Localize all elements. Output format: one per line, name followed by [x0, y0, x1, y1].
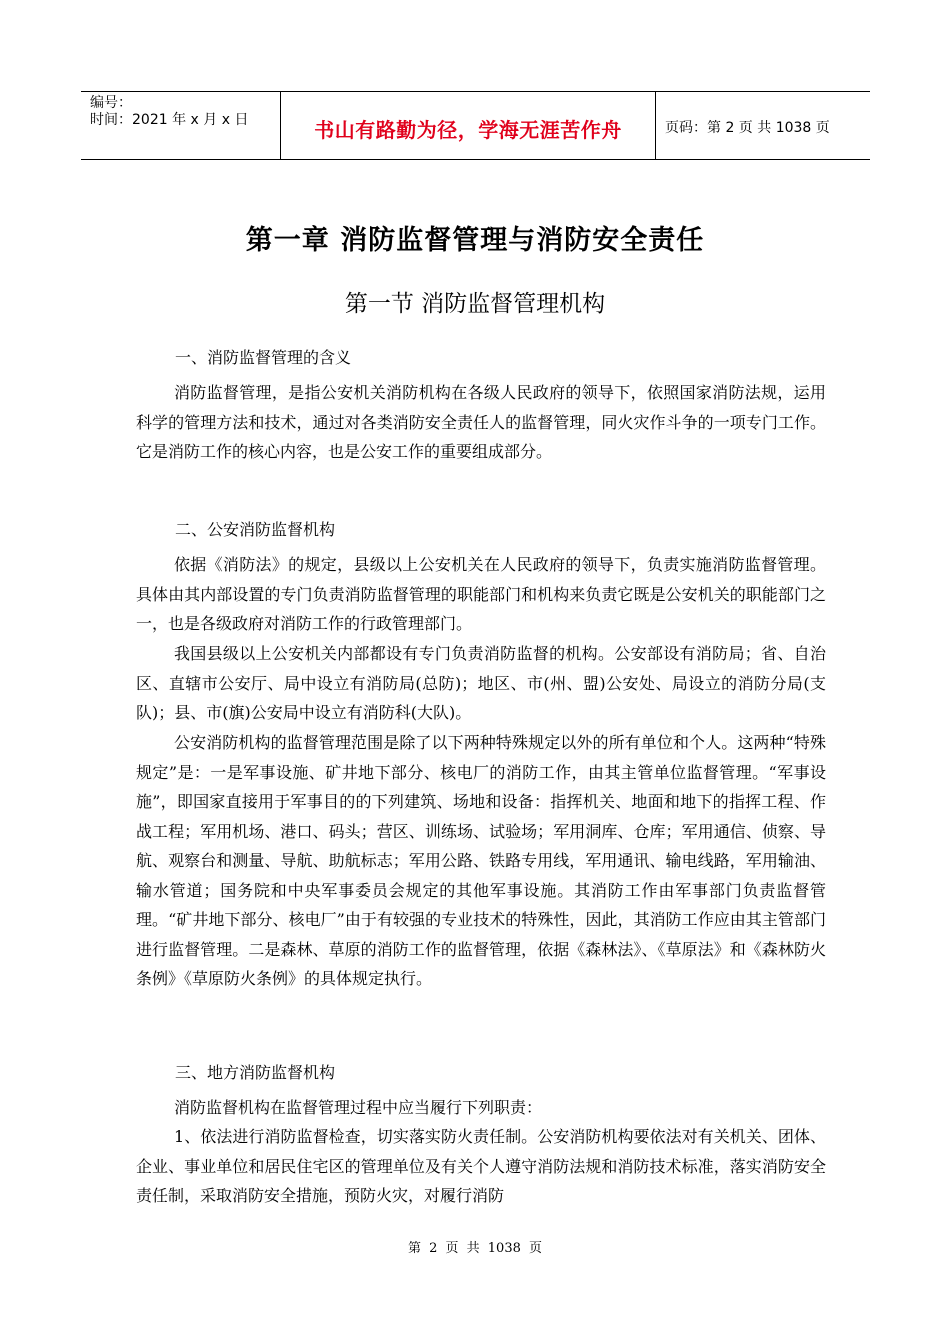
document-time-label: 时间：2021 年 x 月 x 日	[90, 112, 249, 128]
section-title: 第一节 消防监督管理机构	[344, 291, 606, 317]
subsection-heading-3: 三、地方消防监督机构	[175, 1063, 336, 1082]
header-page-info: 页码：第 2 页 共 1038 页	[665, 120, 830, 136]
paragraph-3-1: 消防监督机构在监督管理过程中应当履行下列职责：	[174, 1098, 543, 1117]
header-meta-cell	[81, 92, 281, 159]
subsection-heading-1: 一、消防监督管理的含义	[175, 348, 352, 367]
header-motto: 书山有路勤为径，学海无涯苦作舟	[314, 118, 622, 142]
header-table	[81, 91, 870, 160]
paragraph-2-2: 我国县级以上公安机关内部都设有专门负责消防监督的机构。公安部设有消防局；省、自治区、直辖市公安厅、局中设立有消防局(总防)；地区、市(州、盟)公安处、局设立的消防分局(支队)；县、市(旗)公安局中设立有消防科(大队)。	[136, 644, 826, 722]
subsection-heading-2: 二、公安消防监督机构	[175, 520, 336, 539]
paragraph-2-3: 公安消防机构的监督管理范围是除了以下两种特殊规定以外的所有单位和个人。这两种“特殊规定”是：一是军事设施、矿井地下部分、核电厂的消防工作，由其主管单位监督管理。“军事设施”，即国家直接用于军事目的的下列建筑、场地和设备：指挥机关、地面和地下的指挥工程、作战工程；军用机场、港口、码头；营区、训练场、试验场；军用洞库、仓库；军用通信、侦察、导航、观察台和测量、导航、助航标志；军用公路、铁路专用线，军用通讯、输电线路，军用输油、输水管道；国务院和中央军事委员会规定的其他军事设施。其消防工作由军事部门负责监督管理。“矿井地下部分、核电厂”由于有较强的专业技术的特殊性，因此，其消防工作应由其主管部门进行监督管理。二是森林、草原的消防工作的监督管理，依据《森林法》、《草原法》和《森林防火条例》《草原防火条例》的具体规定执行。	[136, 733, 826, 988]
paragraph-3-2: 1、依法进行消防监督检查，切实落实防火责任制。公安消防机构要依法对有关机关、团体、企业、事业单位和居民住宅区的管理单位及有关个人遵守消防法规和消防技术标准，落实消防安全责任制，采取消防安全措施，预防火灾，对履行消防	[136, 1127, 826, 1205]
paragraph-2-1: 依据《消防法》的规定，县级以上公安机关在人民政府的领导下，负责实施消防监督管理。具体由其内部设置的专门负责消防监督管理的职能部门和机构来负责它既是公安机关的职能部门之一，也是各级政府对消防工作的行政管理部门。	[136, 555, 826, 633]
paragraph-1-1: 消防监督管理，是指公安机关消防机构在各级人民政府的领导下，依照国家消防法规，运用科学的管理方法和技术，通过对各类消防安全责任人的监督管理，同火灾作斗争的一项专门工作。它是消防工作的核心内容，也是公安工作的重要组成部分。	[136, 383, 826, 461]
chapter-title: 第一章 消防监督管理与消防安全责任	[245, 225, 705, 256]
document-number-label: 编号：	[90, 95, 132, 111]
header-motto-cell	[281, 92, 656, 159]
header-page-cell	[656, 92, 870, 159]
page-footer: 第 2 页 共 1038 页	[407, 1241, 543, 1256]
